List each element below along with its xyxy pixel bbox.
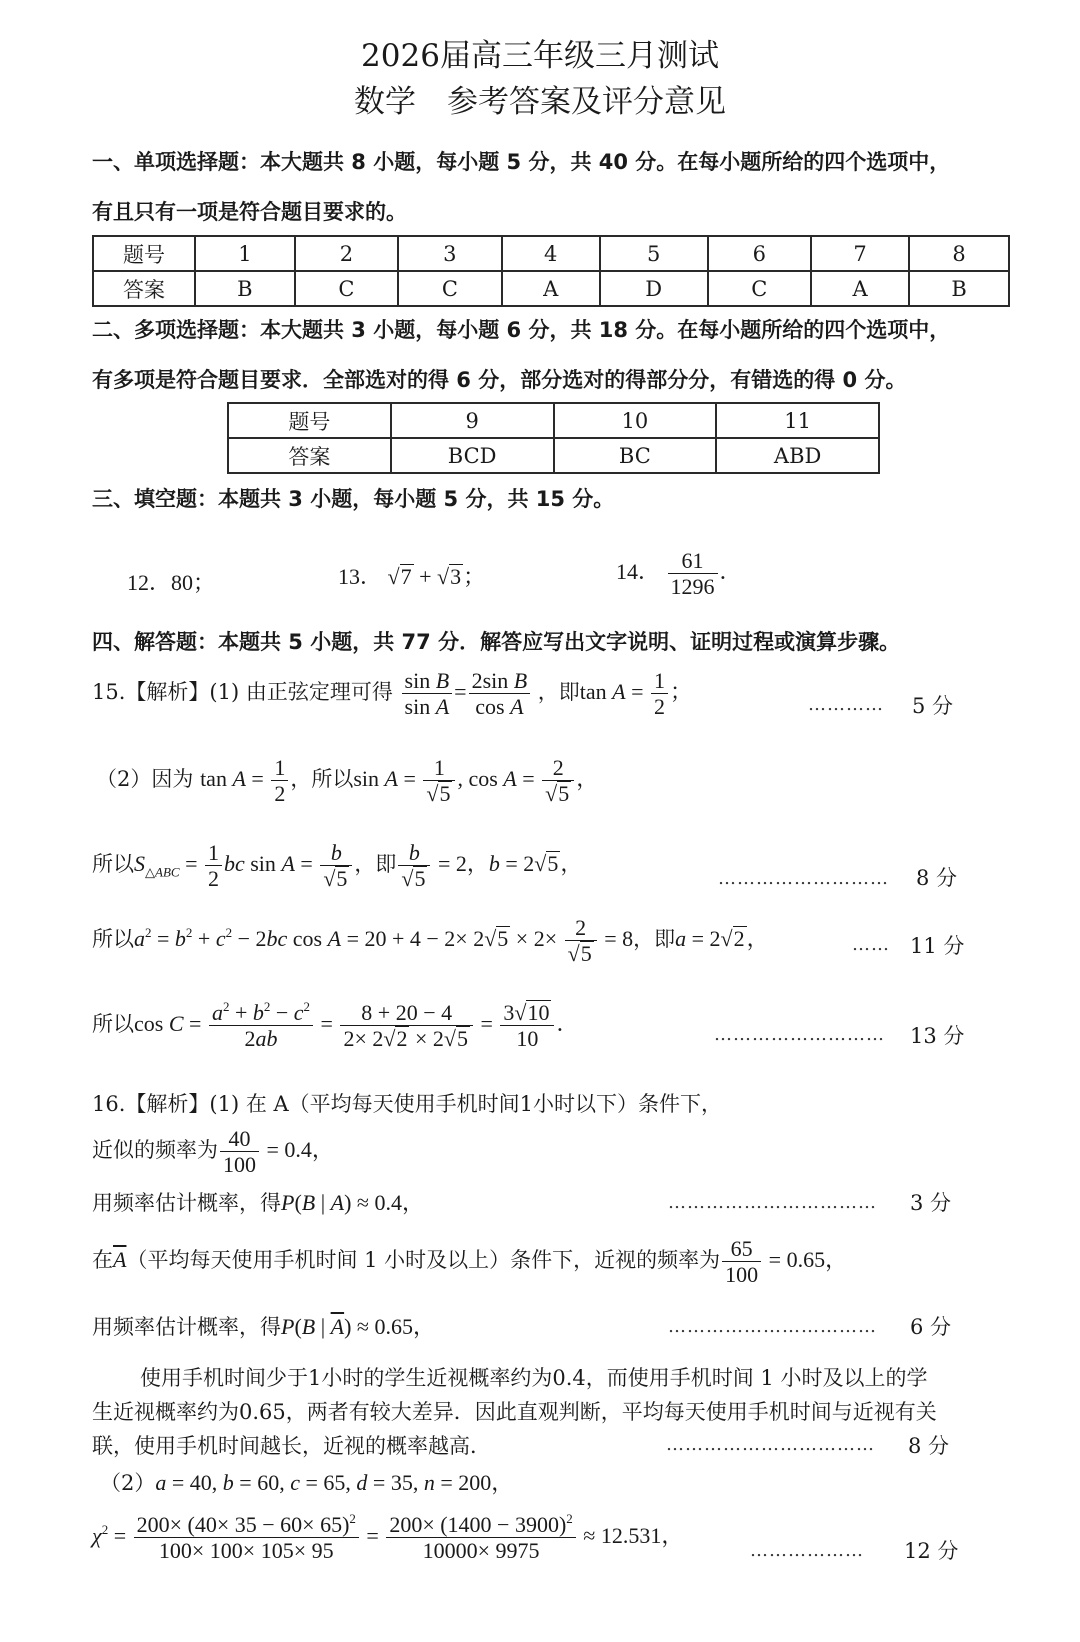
score-dots: ……………………… xyxy=(714,1024,885,1045)
answer-cell: C xyxy=(708,271,811,306)
q15-score-1: 5 分 xyxy=(912,694,954,718)
q16-line1: 16.【解析】(1) 在 A（平均每天使用手机时间1小时以下）条件下， xyxy=(92,1092,723,1116)
q16-line5: 用频率估计概率，得P(B | $\overline{A}) \approx 0.65$， xyxy=(92,1314,435,1339)
exam-title: 2026届高三年级三月测试 xyxy=(361,38,719,74)
q16-line4: 在$\overline{A}$（平均每天使用手机时间 1 小时及以上）条件下，近视的频率为 $\frac{65}{100}$ = 0.65， xyxy=(92,1236,848,1288)
score-dots: ……………………… xyxy=(718,868,889,889)
q15-so: 所以 xyxy=(92,851,134,876)
question-number: 3 xyxy=(398,236,501,271)
q14-denominator: 1296 xyxy=(670,574,715,600)
q16-chi-square: $\chi^2$ = $\frac{200\times (40\times 35 - 60\times 65)^2}{100\times 100\times 105\times 95}$ = $\frac{200\times (1400 - 3900)^2}{10000\times 9975}$ ≈ 12.531， xyxy=(92,1511,684,1564)
score-dots: …… xyxy=(852,934,890,955)
score-dots: …………………………… xyxy=(668,1192,877,1213)
answer-cell: ABD xyxy=(716,438,879,473)
answer-cell: C xyxy=(398,271,501,306)
q16-in: 在 xyxy=(92,1247,113,1272)
q16-score-3: 8 分 xyxy=(908,1434,950,1458)
answer-cell: B xyxy=(909,271,1009,306)
table-row xyxy=(93,236,1009,271)
q14-answer: 14． $\frac{61}{1296}$ ． xyxy=(616,548,742,600)
q15-step3: 所以$S_{\triangle ABC}$ = $\frac{1}{2}$ bc sin A = $\frac{b}{√5}$ ，即 $\frac{b}{√5}$ = 2，b = 2√5， xyxy=(92,840,583,892)
answer-cell: C xyxy=(295,271,398,306)
answer-cell: D xyxy=(600,271,708,306)
q13-label: 13． xyxy=(338,564,383,589)
part1-heading-line2: 有且只有一项是符合题目要求的。 xyxy=(92,200,407,224)
answer-cell: A xyxy=(811,271,909,306)
table-row xyxy=(228,403,879,438)
q15-score-2: 8 分 xyxy=(916,866,958,890)
q16-estimate-label: 用频率估计概率，得 xyxy=(92,1191,281,1215)
question-number: 8 xyxy=(909,236,1009,271)
q12-label: 12． xyxy=(127,570,172,595)
part1-answer-table xyxy=(92,235,1010,307)
question-number: 2 xyxy=(295,236,398,271)
q15-step4: 所以$a^2 = b^2 + c^2 - 2bc$ cos A = 20 + 4 − 2× 2√5 × 2× $\frac{2}{√5}$ = 8，即a = 2√2， xyxy=(92,915,769,967)
q15-connector: ，即 xyxy=(537,679,580,704)
q15-so: 所以 xyxy=(92,1011,134,1036)
q15-step1: 15.【解析】(1) 由正弦定理可得 $\frac{\text{sin B}}{\text{sin A}}$ = $\frac{\text{2sin B}}{\text{cos A}}$ ，即tan A = $\frac{1}{2}$ ； xyxy=(92,668,692,720)
q14-numerator: 61 xyxy=(668,548,718,574)
part2-heading-line2: 有多项是符合题目要求．全部选对的得 6 分，部分选对的得部分分，有错选的得 0 分。 xyxy=(92,368,907,392)
question-number: 11 xyxy=(716,403,879,438)
q15-ji: ，即 xyxy=(354,851,397,876)
answer-cell: A xyxy=(502,271,600,306)
table-row xyxy=(228,438,879,473)
part4-heading: 四、解答题：本题共 5 小题，共 77 分．解答应写出文字说明、证明过程或演算步骤。 xyxy=(92,630,901,654)
answer-cell: BC xyxy=(554,438,717,473)
question-number: 4 xyxy=(502,236,600,271)
q16-freq-label: 近似的频率为 xyxy=(92,1137,218,1162)
q16-para-line2: 生近视概率约为0.65，两者有较大差异．因此直观判断，平均每天使用手机时间与近视有关 xyxy=(92,1400,937,1424)
q12-value: 80； xyxy=(171,570,216,595)
q16-score-1: 3 分 xyxy=(910,1191,952,1215)
score-dots: …………………………… xyxy=(666,1434,875,1455)
question-number: 1 xyxy=(195,236,295,271)
question-number: 5 xyxy=(600,236,708,271)
row-label: 答案 xyxy=(228,438,391,473)
answer-cell: B xyxy=(195,271,295,306)
table-row xyxy=(93,271,1009,306)
q16-line2: 近似的频率为 $\frac{40}{100}$ = 0.4， xyxy=(92,1126,334,1178)
q12-answer xyxy=(127,566,215,597)
part2-answer-table xyxy=(227,402,880,474)
q16-part2-label: （2） xyxy=(100,1471,156,1495)
row-label: 答案 xyxy=(93,271,195,306)
q15-so: 所以 xyxy=(92,926,134,951)
question-number: 6 xyxy=(708,236,811,271)
question-number: 7 xyxy=(811,236,909,271)
q16-estimate-label-2: 用频率估计概率，得 xyxy=(92,1315,281,1339)
q14-label: 14． xyxy=(616,558,661,584)
q15-part2-intro: （2）因为 xyxy=(96,766,194,791)
q16-condition: （平均每天使用手机时间 1 小时及以上）条件下，近视的频率为 xyxy=(126,1247,721,1272)
score-dots: …………………………… xyxy=(668,1316,877,1337)
q16-para-line1: 使用手机时间少于1小时的学生近视概率约为0.4，而使用手机时间 1 小时及以上的学 xyxy=(140,1366,928,1390)
q16-line3: 用频率估计概率，得P(B | A) ≈ 0.4， xyxy=(92,1190,424,1215)
q15-step2: （2）因为 tan A = $\frac{1}{2}$ ，所以sin A = $\frac{1}{√5}$ , cos A = $\frac{2}{√5}$ ， xyxy=(96,755,599,807)
q15-step5: 所以cos C = $\frac{a^2 + b^2 - c^2}{2ab}$ = $\frac{8 + 20 - 4}{2\times 2√2 \times 2√5}$ = $\frac{3√10}{10}$ ． xyxy=(92,999,579,1052)
part2-heading-line1: 二、多项选择题：本大题共 3 小题，每小题 6 分，共 18 分。在每小题所给的四个选项中， xyxy=(92,318,951,342)
score-dots: ……………… xyxy=(750,1540,864,1561)
question-number: 10 xyxy=(554,403,717,438)
row-label: 题号 xyxy=(93,236,195,271)
q15-part2-connector: ，所以 xyxy=(290,766,354,791)
q16-part2: （2）a = 40, b = 60, c = 65, d = 35, n = 200， xyxy=(100,1470,514,1495)
part3-heading: 三、填空题：本题共 3 小题，每小题 5 分，共 15 分。 xyxy=(92,487,615,511)
question-number: 9 xyxy=(391,403,554,438)
q15-score-3: 11 分 xyxy=(910,934,965,958)
q16-para-line3: 联，使用手机时间越长，近视的概率越高． xyxy=(92,1434,491,1458)
q15-intro: 15.【解析】(1) 由正弦定理可得 xyxy=(92,679,393,704)
q15-score-4: 13 分 xyxy=(910,1024,965,1048)
q16-score-4: 12 分 xyxy=(904,1539,959,1563)
exam-subtitle: 数学 参考答案及评分意见 xyxy=(354,84,726,120)
part1-heading-line1: 一、单项选择题：本大题共 8 小题，每小题 5 分，共 40 分。在每小题所给的四个选项中， xyxy=(92,150,951,174)
q15-ji: ，即 xyxy=(633,926,676,951)
row-label: 题号 xyxy=(228,403,391,438)
score-dots: ………… xyxy=(808,694,884,715)
answer-cell: BCD xyxy=(391,438,554,473)
q16-score-2: 6 分 xyxy=(910,1315,952,1339)
q13-answer: 13． √7 + √3； xyxy=(338,564,486,589)
